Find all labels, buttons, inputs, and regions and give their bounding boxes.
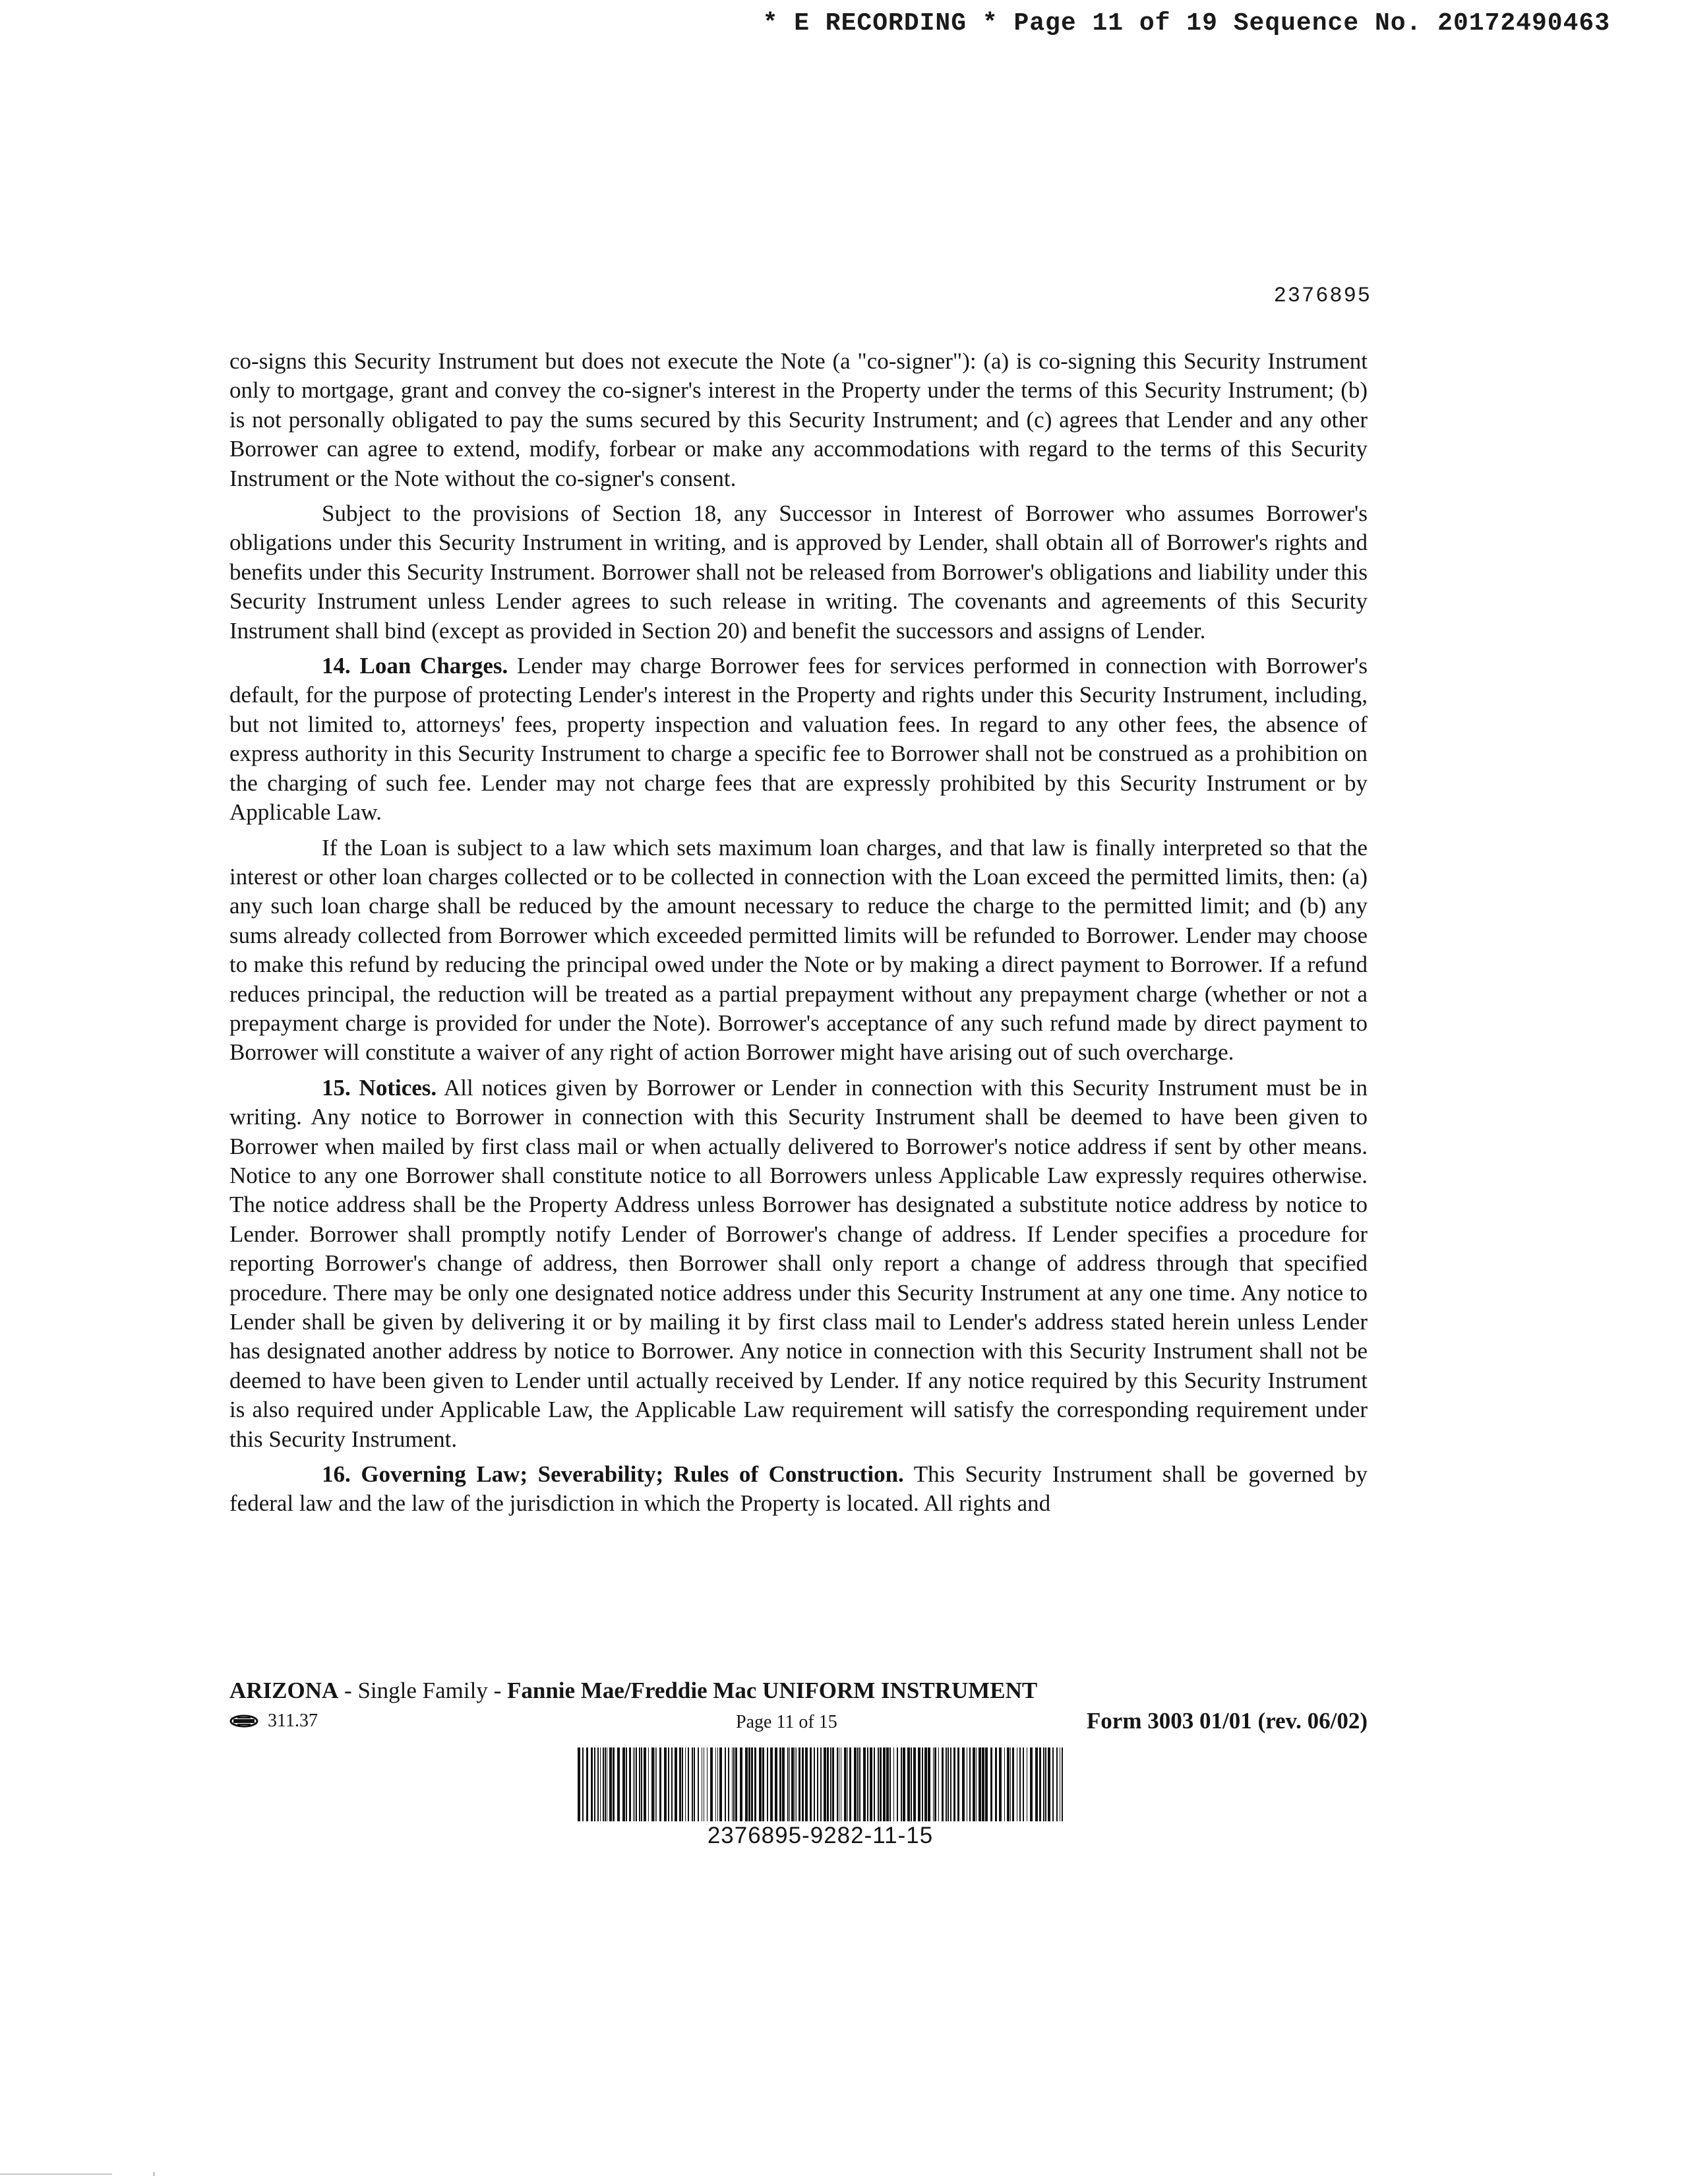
paragraph-maximum-loan-charges: If the Loan is subject to a law which sets maximum loan charges, and that law is finally interpreted so that the interest or other loan charges collected or to be collected in connection with the Loan exceed the permitted limits, then: (a) any such loan charge shall be reduced by the amount necessary to reduce the charge to the permitted limit; and (b) any sums already collected from Borrower which exceeded permitted limits will be refunded to Borrower. Lender may choose to make this refund by reducing the principal owed under the Note or by making a direct payment to Borrower. If a refund reduces principal, the reduction will be treated as a partial prepayment without any prepayment charge (whether or not a prepayment charge is provided for under the Note). Borrower's acceptance of any such refund made by direct payment to Borrower will constitute a waiver of any right of action Borrower might have arising out of such overcharge. xyxy=(229,834,1368,1066)
section-16-governing-law xyxy=(229,1460,1368,1519)
loan-number: 2376895 xyxy=(1273,284,1372,308)
vendor-code: 311.37 xyxy=(268,1711,318,1731)
footer-row xyxy=(229,1708,1368,1737)
scan-artifact-line xyxy=(0,2173,112,2175)
section-16-text: This Security Instrument shall be governed by federal law and the law of the jurisdiction in which the Property is located. All rights and xyxy=(229,1461,1368,1517)
barcode-icon xyxy=(578,1747,1063,1821)
section-16-heading: 16. Governing Law; Severability; Rules of Construction. xyxy=(322,1461,904,1488)
footer-instrument: Fannie Mae/Freddie Mac UNIFORM INSTRUMENT xyxy=(506,1678,1038,1703)
recording-header: * E RECORDING * Page 11 of 19 Sequence No. 20172490463 xyxy=(762,9,1610,38)
footer-separator: - Single Family - xyxy=(338,1678,507,1703)
barcode-text: 2376895-9282-11-15 xyxy=(707,1823,934,1848)
paragraph-successors: Subject to the provisions of Section 18, any Successor in Interest of Borrower who assumes Borrower's obligations under this Security Instrument in writing, and is approved by Lender, shall obtain all of Borrower's rights and benefits under this Security Instrument. Borrower shall not be released from Borrower's obligations and liability under this Security Instrument unless Lender agrees to such release in writing. The covenants and agreements of this Security Instrument shall bind (except as provided in Section 20) and benefit the successors and assigns of Lender. xyxy=(229,501,1368,644)
section-15-text: All notices given by Borrower or Lender in connection with this Security Instrument must be in writing. Any notice to Borrower in connection with this Security Instrument shall be deemed to have been given to Borrower when mailed by first class mail or when actually delivered to Borrower's notice address if sent by other means. Notice to any one Borrower shall constitute notice to all Borrowers unless Applicable Law expressly requires otherwise. The notice address shall be the Property Address unless Borrower has designated a substitute notice address by notice to Lender. Borrower shall promptly notify Lender of Borrower's change of address. If Lender specifies a procedure for reporting Borrower's change of address, then Borrower shall only report a change of address through that specified procedure. There may be only one designated notice address under this Security Instrument at any one time. Any notice to Lender shall be given by delivering it or by mailing it by first class mail to Lender's address stated herein unless Lender has designated another address by notice to Borrower. Any notice in connection with this Security Instrument shall not be deemed to have been given to Lender until actually received by Lender. If any notice required by this Security Instrument is also required under Applicable Law, the Applicable Law requirement will satisfy the corresponding requirement under this Security Instrument. xyxy=(229,1074,1368,1452)
form-number: Form 3003 01/01 (rev. 06/02) xyxy=(1086,1708,1368,1734)
vmp-logo-icon xyxy=(229,1714,258,1728)
section-14-heading: 14. Loan Charges. xyxy=(322,653,508,679)
vendor-mark xyxy=(229,1711,318,1732)
document-body xyxy=(229,347,1368,1525)
footer-title xyxy=(229,1678,1037,1704)
section-14-loan-charges xyxy=(229,652,1368,827)
section-15-notices xyxy=(229,1074,1368,1454)
section-14-text: Lender may charge Borrower fees for services performed in connection with Borrower's default, for the purpose of protecting Lender's interest in the Property and rights under this Security Instrument, including, but not limited to, attorneys' fees, property inspection and valuation fees. In regard to any other fees, the absence of express authority in this Security Instrument to charge a specific fee to Borrower shall not be construed as a prohibition on the charging of such fee. Lender may not charge fees that are expressly prohibited by this Security Instrument or by Applicable Law. xyxy=(229,653,1368,826)
footer-state: ARIZONA xyxy=(229,1678,339,1703)
scan-artifact-dot xyxy=(153,2172,155,2176)
paragraph-co-signer: co-signs this Security Instrument but does not execute the Note (a "co-signer"): (a) is co-signing this Security Instrument only to mortgage, grant and convey the co-signer's interest in the Property under the terms of this Security Instrument; (b) is not personally obligated to pay the sums secured by this Security Instrument; and (c) agrees that Lender and any other Borrower can agree to extend, modify, forbear or make any accommodations with regard to the terms of this Security Instrument or the Note without the co-signer's consent. xyxy=(229,348,1368,491)
section-15-heading: 15. Notices. xyxy=(322,1074,437,1101)
page-number: Page 11 of 15 xyxy=(736,1712,837,1732)
